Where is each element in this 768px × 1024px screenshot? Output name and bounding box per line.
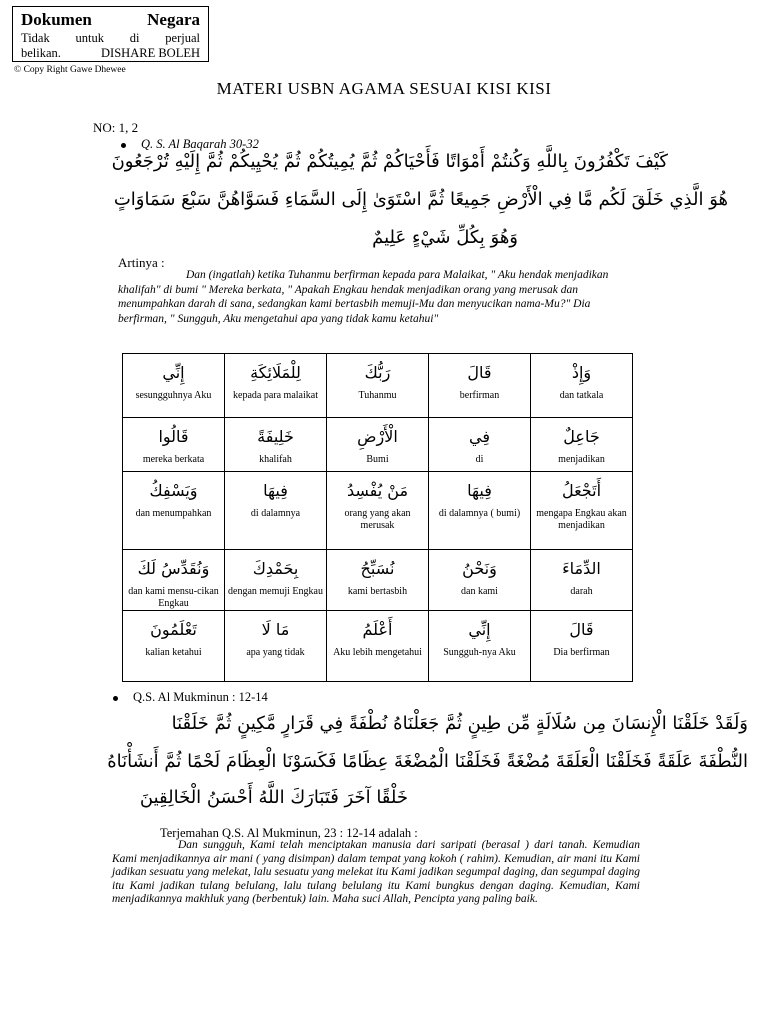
table-cell bbox=[429, 354, 531, 418]
cell-arabic: وَنَحْنُ bbox=[462, 559, 497, 578]
table-cell bbox=[123, 472, 225, 550]
cell-meaning: dan kami mensu-cikan Engkau bbox=[128, 586, 219, 609]
cell-meaning: sesungguhnya Aku bbox=[135, 390, 212, 401]
artinya-label: Artinya : bbox=[118, 255, 165, 270]
cell-meaning: khalifah bbox=[259, 454, 292, 465]
cell-meaning: kami bertasbih bbox=[347, 586, 408, 597]
table-cell bbox=[225, 354, 327, 418]
table-cell bbox=[327, 354, 429, 418]
table-cell bbox=[225, 550, 327, 611]
cell-arabic: أَتَجْعَلُ bbox=[561, 481, 602, 500]
stamp-title-right: Negara bbox=[147, 10, 200, 29]
table-row bbox=[123, 418, 633, 472]
cell-arabic: رَبُّكَ bbox=[364, 363, 391, 382]
table-cell bbox=[429, 472, 531, 550]
cell-meaning: di dalamnya bbox=[250, 508, 301, 519]
cell-arabic: قَالَ bbox=[569, 620, 594, 639]
cell-arabic: جَاعِلٌ bbox=[563, 427, 600, 446]
table-cell bbox=[531, 354, 633, 418]
cell-arabic: الْأَرْضِ bbox=[357, 427, 398, 446]
document-stamp bbox=[12, 6, 209, 62]
section1-heading-text: Q. S. Al Baqarah 30-32 bbox=[141, 137, 259, 151]
cell-meaning: Dia berfirman bbox=[553, 647, 610, 658]
cell-meaning: dan menumpahkan bbox=[135, 508, 212, 519]
table-cell bbox=[225, 418, 327, 472]
section2-heading-text: Q.S. Al Mukminun : 12-14 bbox=[133, 690, 268, 704]
table-cell bbox=[531, 611, 633, 682]
table-cell bbox=[123, 550, 225, 611]
cell-meaning: dengan memuji Engkau bbox=[228, 586, 323, 597]
table-cell bbox=[531, 550, 633, 611]
table-row bbox=[123, 550, 633, 611]
table-cell bbox=[531, 472, 633, 550]
table-row bbox=[123, 354, 633, 418]
cell-meaning: dan tatkala bbox=[559, 390, 604, 401]
table-cell bbox=[429, 550, 531, 611]
cell-meaning: berfirman bbox=[459, 390, 500, 401]
cell-arabic: فِيهَا bbox=[467, 481, 492, 500]
artinya-text: Dan (ingatlah) ketika Tuhanmu berfirman kepada para Malaikat, " Aku hendak menjadikan khalifah" di bumi " Mereka berkata, " Apakah Engkau hendak menjadikan orang yang merusak dan menumpahkan darah di sana, sedangkan kami bertasbih memuji-Mu dan menyucikan nama-Mu?" Dia berfirman, " Sungguh, Aku mengetahui apa yang tidak kamu ketahui" bbox=[118, 269, 609, 325]
cell-meaning: mereka berkata bbox=[142, 454, 205, 465]
arabic-verse-line: وَلَقَدْ خَلَقْنَا الْإِنسَانَ مِن سُلَالَةٍ مِّن طِينٍ ثُمَّ جَعَلْنَاهُ نُطْفَةً فِي قَرَارٍ مَّكِينٍ ثُمَّ خَلَقْنَا bbox=[171, 713, 748, 734]
arabic-verse-line: هُوَ الَّذِي خَلَقَ لَكُم مَّا فِي الْأَرْضِ جَمِيعًا ثُمَّ اسْتَوَىٰ إِلَى السَّمَاءِ فَسَوَّاهُنَّ سَبْعَ سَمَاوَاتٍ bbox=[113, 189, 728, 210]
table-cell bbox=[225, 472, 327, 550]
cell-arabic: وَنُقَدِّسُ لَكَ bbox=[137, 559, 210, 578]
cell-meaning: dan kami bbox=[461, 586, 498, 597]
bullet-dot bbox=[113, 696, 118, 701]
table-cell bbox=[225, 611, 327, 682]
cell-arabic: لِلْمَلَائِكَةِ bbox=[250, 363, 301, 382]
cell-meaning: di dalamnya ( bumi) bbox=[438, 508, 521, 519]
cell-meaning: orang yang akan merusak bbox=[344, 508, 411, 531]
table-cell bbox=[429, 418, 531, 472]
table-cell bbox=[123, 611, 225, 682]
cell-meaning: mengapa Engkau akan menjadikan bbox=[536, 508, 627, 531]
cell-meaning: kepada para malaikat bbox=[233, 390, 318, 401]
copyright-notice: © Copy Right Gawe Dhewee bbox=[14, 65, 126, 75]
terjemahan-text: Dan sungguh, Kami telah menciptakan manusia dari saripati (berasal ) dari tanah. Kemudian Kami menjadikannya air mani ( yang disimpan) dalam tempat yang kokoh ( rahim). Kemudian, air mani itu Kami jadikan sesuatu yang melekat, lalu sesuatu yang melekat itu Kami jadikan segumpal daging, dan segumpal daging itu Kami jadikan tulang belulang, lalu tulang belulang itu Kami bungkus dengan daging. Kemudian, Kami menjadikannya makhluk yang (berbentuk) lain. Maha suci Allah, Pencipta yang paling baik. bbox=[112, 839, 640, 905]
table-row bbox=[123, 611, 633, 682]
cell-meaning: Sungguh-nya Aku bbox=[443, 647, 516, 658]
cell-arabic: بِحَمْدِكَ bbox=[252, 559, 299, 578]
cell-arabic: الدِّمَاءَ bbox=[562, 559, 601, 578]
table-row bbox=[123, 472, 633, 550]
stamp-word: belikan. bbox=[21, 46, 61, 60]
cell-arabic: تَعْلَمُونَ bbox=[150, 620, 197, 639]
table-cell bbox=[327, 418, 429, 472]
stamp-line-2 bbox=[21, 46, 200, 61]
cell-meaning: apa yang tidak bbox=[246, 647, 305, 658]
vocabulary-table bbox=[122, 353, 633, 682]
cell-arabic: مَا لَا bbox=[261, 620, 290, 639]
cell-meaning: di bbox=[475, 454, 484, 465]
bullet-dot bbox=[121, 143, 126, 148]
stamp-word: DISHARE BOLEH bbox=[101, 46, 200, 60]
page-title: MATERI USBN AGAMA SESUAI KISI KISI bbox=[216, 79, 552, 98]
cell-arabic: إِنِّي bbox=[468, 620, 491, 639]
arabic-verse-line: خَلْقًا آخَرَ فَتَبَارَكَ اللَّهُ أَحْسَنُ الْخَالِقِينَ bbox=[139, 787, 408, 808]
cell-meaning: Bumi bbox=[366, 454, 389, 465]
cell-meaning: kalian ketahui bbox=[145, 647, 202, 658]
stamp-title bbox=[21, 9, 200, 31]
cell-meaning: Tuhanmu bbox=[358, 390, 397, 401]
stamp-word: di bbox=[129, 31, 140, 45]
arabic-verse-line: النُّطْفَةَ عَلَقَةً فَخَلَقْنَا الْعَلَقَةَ مُضْغَةً فَخَلَقْنَا الْمُضْغَةَ عِظَامًا فَكَسَوْنَا الْعِظَامَ لَحْمًا ثُمَّ أَنشَأْنَاهُ bbox=[107, 751, 748, 772]
cell-arabic: خَلِيفَةً bbox=[257, 427, 294, 446]
table-cell bbox=[531, 418, 633, 472]
arabic-verse-line: كَيْفَ تَكْفُرُونَ بِاللَّهِ وَكُنتُمْ أَمْوَاتًا فَأَحْيَاكُمْ ثُمَّ يُمِيتُكُمْ ثُمَّ يُحْيِيكُمْ ثُمَّ إِلَيْهِ تُرْجَعُونَ bbox=[111, 151, 668, 172]
cell-arabic: فِيهَا bbox=[263, 481, 288, 500]
cell-arabic: قَالَ bbox=[467, 363, 492, 382]
cell-arabic: نُسَبِّحُ bbox=[360, 559, 395, 578]
cell-meaning: darah bbox=[570, 586, 593, 597]
table-cell bbox=[123, 418, 225, 472]
terjemahan-label: Terjemahan Q.S. Al Mukminun, 23 : 12-14 adalah : bbox=[160, 826, 418, 840]
cell-arabic: وَيَسْفِكُ bbox=[149, 481, 198, 500]
cell-arabic: فِي bbox=[469, 427, 490, 446]
stamp-title-left: Dokumen bbox=[21, 10, 92, 29]
table-cell bbox=[123, 354, 225, 418]
table-cell bbox=[327, 472, 429, 550]
cell-arabic: أَعْلَمُ bbox=[362, 620, 393, 639]
stamp-word: Tidak bbox=[21, 31, 50, 45]
stamp-word: untuk bbox=[75, 31, 104, 45]
cell-arabic: وَإِذْ bbox=[571, 363, 592, 382]
cell-arabic: إِنِّي bbox=[162, 363, 185, 382]
arabic-verse-line: وَهُوَ بِكُلِّ شَيْءٍ عَلِيمٌ bbox=[372, 227, 518, 248]
table-cell bbox=[327, 611, 429, 682]
question-numbers: NO: 1, 2 bbox=[93, 120, 139, 135]
table-cell bbox=[429, 611, 531, 682]
cell-meaning: Aku lebih mengetahui bbox=[333, 647, 422, 658]
stamp-line-1 bbox=[21, 31, 200, 46]
table-cell bbox=[327, 550, 429, 611]
section2-heading bbox=[113, 690, 268, 705]
stamp-word: perjual bbox=[165, 31, 200, 45]
cell-arabic: قَالُوا bbox=[158, 427, 189, 446]
cell-meaning: menjadikan bbox=[558, 454, 605, 465]
cell-arabic: مَنْ يُفْسِدُ bbox=[346, 481, 409, 500]
